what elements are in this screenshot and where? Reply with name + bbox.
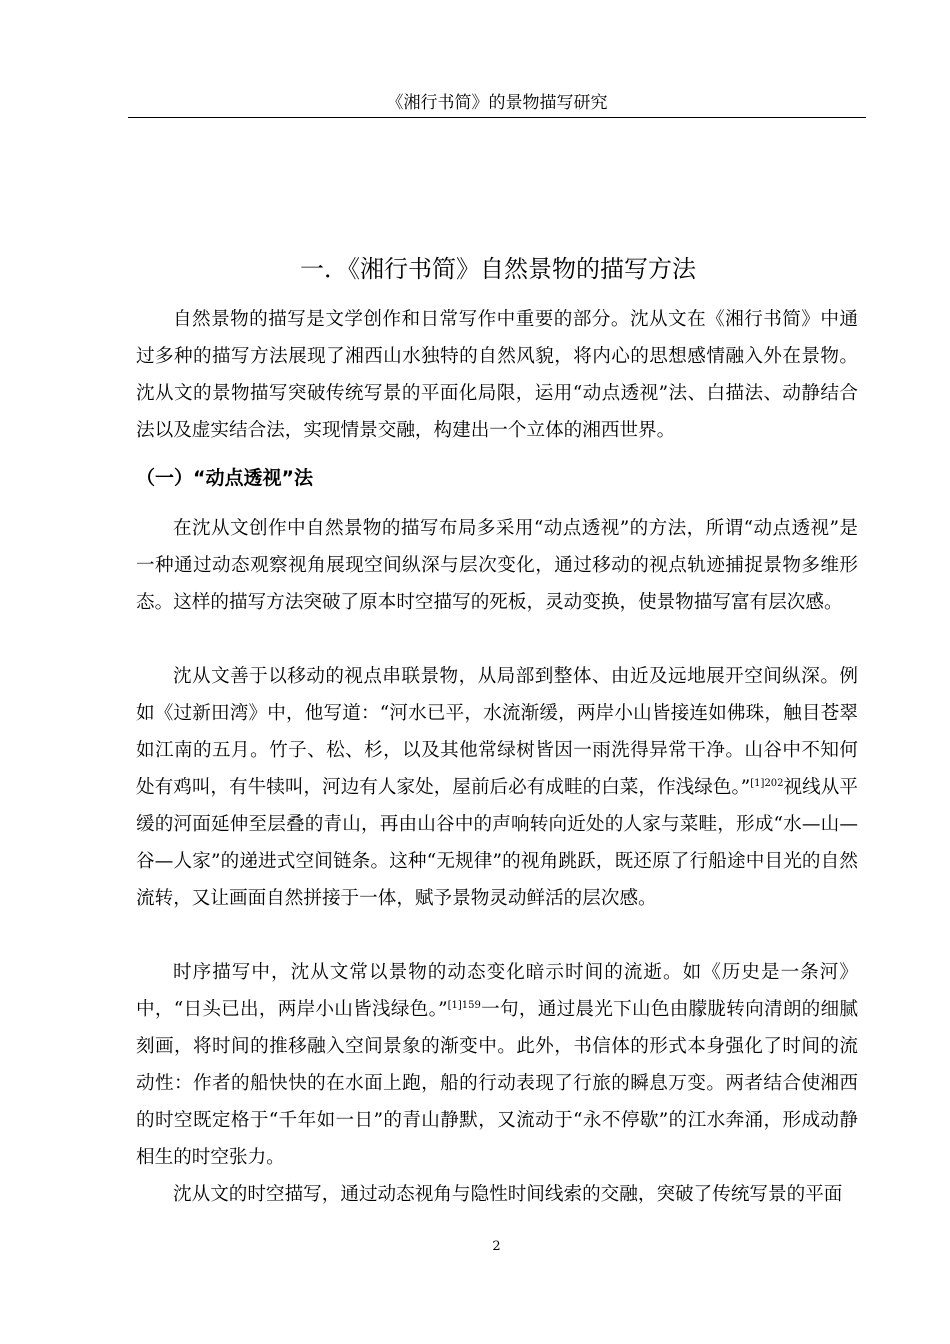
page-number: 2 bbox=[492, 1239, 501, 1254]
paragraph-3-text-b: 一句，通过晨光下山色由朦胧转向清朗的细腻刻画，将时间的推移融入空间景象的渐变中。此外，书信体的形式本身强化了时间的流动性：作者的船快快的在水面上跑，船的行动表现了行旅的瞬息万变。两者结合使湘西的时空既定格于“千年如一日”的青山静默，又流动于“永不停歇”的江水奔涌，形成动静相生的时空张力。 bbox=[136, 999, 858, 1168]
intro-paragraph: 自然景物的描写是文学创作和日常写作中重要的部分。沈从文在《湘行书简》中通过多种的描写方法展现了湘西山水独特的自然风貌，将内心的思想感情融入外在景物。沈从文的景物描写突破传统写景的平面化局限，运用“动点透视”法、白描法、动静结合法以及虚实结合法，实现情景交融，构建出一个立体的湘西世界。 bbox=[136, 309, 858, 441]
running-header-title: 《湘行书简》的景物描写研究 bbox=[386, 93, 608, 113]
citation-ref-1: [1]202 bbox=[750, 777, 784, 789]
paragraph-3-text-a: 时序描写中，沈从文常以景物的动态变化暗示时间的流逝。如《历史是一条河》中，“日头已出，两岸小山皆浅绿色。” bbox=[136, 962, 858, 1020]
body-paragraph-1: 在沈从文创作中自然景物的描写布局多采用“动点透视”的方法，所谓“动点透视”是一种通过动态观察视角展现空间纵深与层次变化，通过移动的视点轨迹捕捉景物多维形态。这样的描写方法突破了原本时空描写的死板，灵动变换，使景物描写富有层次感。 bbox=[136, 518, 858, 613]
section-title: （一）“动点透视”法 bbox=[136, 467, 313, 489]
chapter-title: 一．《湘行书简》自然景物的描写方法 bbox=[300, 255, 696, 283]
body-paragraph-4: 沈从文的时空描写，通过动态视角与隐性时间线索的交融，突破了传统写景的平面 bbox=[173, 1184, 843, 1205]
paragraph-2-text-a: 沈从文善于以移动的视点串联景物，从局部到整体、由近及远地展开空间纵深。例如《过新田湾》中，他写道：“河水已平，水流渐缓，两岸小山皆接连如佛珠，触目苍翠如江南的五月。竹子、松、杉，以及其他常绿树皆因一雨洗得异常干净。山谷中不知何处有鸡叫，有牛犊叫，河边有人家处，屋前后必有成畦的白菜，作浅绿色。” bbox=[136, 666, 858, 798]
header-divider bbox=[128, 117, 866, 118]
body-paragraph-3 bbox=[136, 954, 858, 1176]
body-paragraph-2 bbox=[136, 658, 858, 917]
paragraph-2-text-b: 视线从平缓的河面延伸至层叠的青山，再由山谷中的声响转向近处的人家与菜畦，形成“水—山—谷—人家”的递进式空间链条。这种“无规律”的视角跳跃，既还原了行船途中目光的自然流转，又让画面自然拼接于一体，赋予景物灵动鲜活的层次感。 bbox=[136, 777, 858, 909]
citation-ref-2: [1]159 bbox=[447, 999, 481, 1011]
